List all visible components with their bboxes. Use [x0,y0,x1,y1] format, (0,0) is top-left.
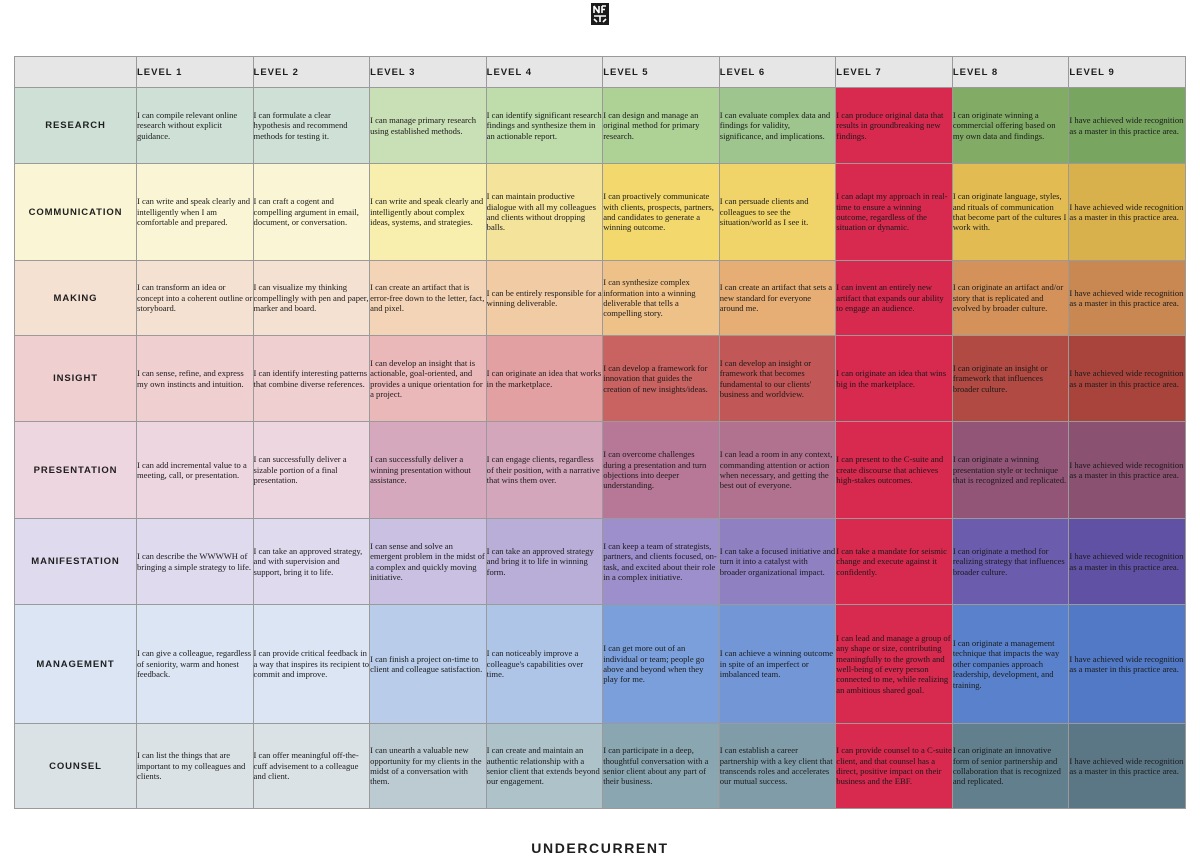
competency-cell: I can evaluate complex data and findings for validity, significance, and implications. [719,88,836,164]
competency-cell: I can lead and manage a group of any shape or size, contributing meaningfully to the growth and well-being of every person connected to me, while realizing an ambitious shared goal. [836,605,953,724]
competency-cell: I have achieved wide recognition as a master in this practice area. [1069,519,1186,605]
competency-cell: I can develop an insight or framework that becomes fundamental to our clients' business and worldview. [719,336,836,422]
competency-cell: I can offer meaningful off-the-cuff advisement to a colleague and client. [253,724,370,809]
competency-label: COUNSEL [15,724,137,809]
competency-cell: I can present to the C-suite and create discourse that achieves high-stakes outcomes. [836,422,953,519]
competency-cell: I can successfully deliver a winning presentation without assistance. [370,422,487,519]
competency-cell: I can originate an idea that works in the marketplace. [486,336,603,422]
competency-label: RESEARCH [15,88,137,164]
level-header: LEVEL 9 [1069,57,1186,88]
competency-label: INSIGHT [15,336,137,422]
competency-cell: I can manage primary research using established methods. [370,88,487,164]
level-header: LEVEL 8 [952,57,1069,88]
competency-row [15,605,1186,724]
competency-row [15,422,1186,519]
competency-cell: I can sense, refine, and express my own instincts and intuition. [137,336,254,422]
competency-cell: I can identify interesting patterns that combine diverse references. [253,336,370,422]
competency-cell: I can be entirely responsible for a winning deliverable. [486,261,603,336]
competency-cell: I can noticeably improve a colleague's capabilities over time. [486,605,603,724]
competency-label: MANIFESTATION [15,519,137,605]
competency-cell: I can design and manage an original method for primary research. [603,88,720,164]
competency-cell: I can participate in a deep, thoughtful conversation with a senior client about any part of their business. [603,724,720,809]
competency-cell: I can lead a room in any context, commanding attention or action when necessary, and getting the best out of everyone. [719,422,836,519]
undercurrent-monogram-icon [591,3,609,25]
competency-cell: I can keep a team of strategists, partners, and clients focused, on-task, and excited about their role in a complex initiative. [603,519,720,605]
competency-cell: I can formulate a clear hypothesis and recommend methods for testing it. [253,88,370,164]
competency-cell: I can take an approved strategy and bring it to life in winning form. [486,519,603,605]
competency-cell: I can take a mandate for seismic change and execute against it confidently. [836,519,953,605]
competency-cell: I have achieved wide recognition as a master in this practice area. [1069,724,1186,809]
competency-cell: I have achieved wide recognition as a master in this practice area. [1069,88,1186,164]
competency-cell: I can synthesize complex information into a winning deliverable that tells a compelling story. [603,261,720,336]
competency-cell: I can finish a project on-time to client and colleague satisfaction. [370,605,487,724]
competency-cell: I can proactively communicate with clients, prospects, partners, and candidates to generate a winning outcome. [603,164,720,261]
competency-cell: I can describe the WWWWH of bringing a simple strategy to life. [137,519,254,605]
corner-cell [15,57,137,88]
competency-cell: I have achieved wide recognition as a master in this practice area. [1069,605,1186,724]
competency-cell: I can originate a method for realizing strategy that influences broader culture. [952,519,1069,605]
competency-cell: I can invent an entirely new artifact that expands our ability to engage an audience. [836,261,953,336]
competency-cell: I can persuade clients and colleagues to see the situation/world as I see it. [719,164,836,261]
competency-label: PRESENTATION [15,422,137,519]
competency-cell: I can write and speak clearly and intelligently when I am comfortable and prepared. [137,164,254,261]
competency-cell: I can develop a framework for innovation that guides the creation of new insights/ideas. [603,336,720,422]
competency-cell: I can get more out of an individual or team; people go above and beyond when they play for me. [603,605,720,724]
competency-cell: I can maintain productive dialogue with all my colleagues and clients without dropping balls. [486,164,603,261]
competency-label: MANAGEMENT [15,605,137,724]
level-header: LEVEL 2 [253,57,370,88]
competency-label: COMMUNICATION [15,164,137,261]
competency-cell: I can create an artifact that sets a new standard for everyone around me. [719,261,836,336]
competency-cell: I can identify significant research findings and synthesize them in an actionable report. [486,88,603,164]
competency-cell: I can add incremental value to a meeting, call, or presentation. [137,422,254,519]
competency-cell: I can take a focused initiative and turn it into a catalyst with broader organizational impact. [719,519,836,605]
competency-cell: I can develop an insight that is actionable, goal-oriented, and provides a unique orientation for a project. [370,336,487,422]
level-header: LEVEL 3 [370,57,487,88]
competency-cell: I can provide counsel to a C-suite client, and that counsel has a direct, positive impact on their business and the EBF. [836,724,953,809]
competency-cell: I can originate a management technique that impacts the way other companies approach leadership, development, and training. [952,605,1069,724]
competency-cell: I can craft a cogent and compelling argument in email, document, or conversation. [253,164,370,261]
competency-cell: I can transform an idea or concept into a coherent outline or storyboard. [137,261,254,336]
competency-cell: I can create an artifact that is error-free down to the letter, fact, and pixel. [370,261,487,336]
competency-row [15,88,1186,164]
competency-row [15,164,1186,261]
competency-cell: I can originate an idea that wins big in the marketplace. [836,336,953,422]
competency-cell: I can establish a career partnership with a key client that transcends roles and accelerates our mutual success. [719,724,836,809]
competency-cell: I can overcome challenges during a presentation and turn objections into deeper understanding. [603,422,720,519]
competency-cell: I can write and speak clearly and intelligently about complex ideas, systems, and strategies. [370,164,487,261]
competency-cell: I have achieved wide recognition as a master in this practice area. [1069,261,1186,336]
competency-row [15,336,1186,422]
competency-row [15,519,1186,605]
competency-cell: I can sense and solve an emergent problem in the midst of a complex and quickly moving initiative. [370,519,487,605]
level-header-row [15,57,1186,88]
competency-cell: I can list the things that are important to my colleagues and clients. [137,724,254,809]
competency-cell: I can originate an innovative form of senior partnership and collaboration that is recognized and replicated. [952,724,1069,809]
level-header: LEVEL 4 [486,57,603,88]
competency-cell: I can adapt my approach in real-time to ensure a winning outcome, regardless of the situation or dynamic. [836,164,953,261]
competency-label: MAKING [15,261,137,336]
competency-cell: I have achieved wide recognition as a master in this practice area. [1069,164,1186,261]
competency-cell: I have achieved wide recognition as a master in this practice area. [1069,336,1186,422]
competency-cell: I can successfully deliver a sizable portion of a final presentation. [253,422,370,519]
competency-cell: I can originate language, styles, and rituals of communication that become part of the cultures I work with. [952,164,1069,261]
level-header: LEVEL 7 [836,57,953,88]
competency-cell: I can originate an insight or framework that influences broader culture. [952,336,1069,422]
competency-cell: I can unearth a valuable new opportunity for my clients in the midst of a conversation with them. [370,724,487,809]
competency-cell: I can engage clients, regardless of their position, with a narrative that wins them over. [486,422,603,519]
level-header: LEVEL 1 [137,57,254,88]
competency-cell: I can provide critical feedback in a way that inspires its recipient to commit and improve. [253,605,370,724]
competency-cell: I can achieve a winning outcome in spite of an imperfect or imbalanced team. [719,605,836,724]
competency-row [15,724,1186,809]
competency-cell: I can originate an artifact and/or story that is replicated and evolved by broader culture. [952,261,1069,336]
competency-row [15,261,1186,336]
competency-cell: I can produce original data that results in groundbreaking new findings. [836,88,953,164]
competency-matrix [14,56,1186,809]
level-header: LEVEL 5 [603,57,720,88]
competency-cell: I can originate a winning presentation style or technique that is recognized and replicated. [952,422,1069,519]
competency-cell: I can take an approved strategy, and with supervision and support, bring it to life. [253,519,370,605]
brand-wordmark: UNDERCURRENT [531,840,669,856]
level-header: LEVEL 6 [719,57,836,88]
competency-cell: I can give a colleague, regardless of seniority, warm and honest feedback. [137,605,254,724]
competency-cell: I can visualize my thinking compellingly with pen and paper, marker and board. [253,261,370,336]
competency-cell: I can originate winning a commercial offering based on my own data and findings. [952,88,1069,164]
competency-cell: I have achieved wide recognition as a master in this practice area. [1069,422,1186,519]
competency-cell: I can create and maintain an authentic relationship with a senior client that extends beyond our engagement. [486,724,603,809]
competency-cell: I can compile relevant online research without explicit guidance. [137,88,254,164]
